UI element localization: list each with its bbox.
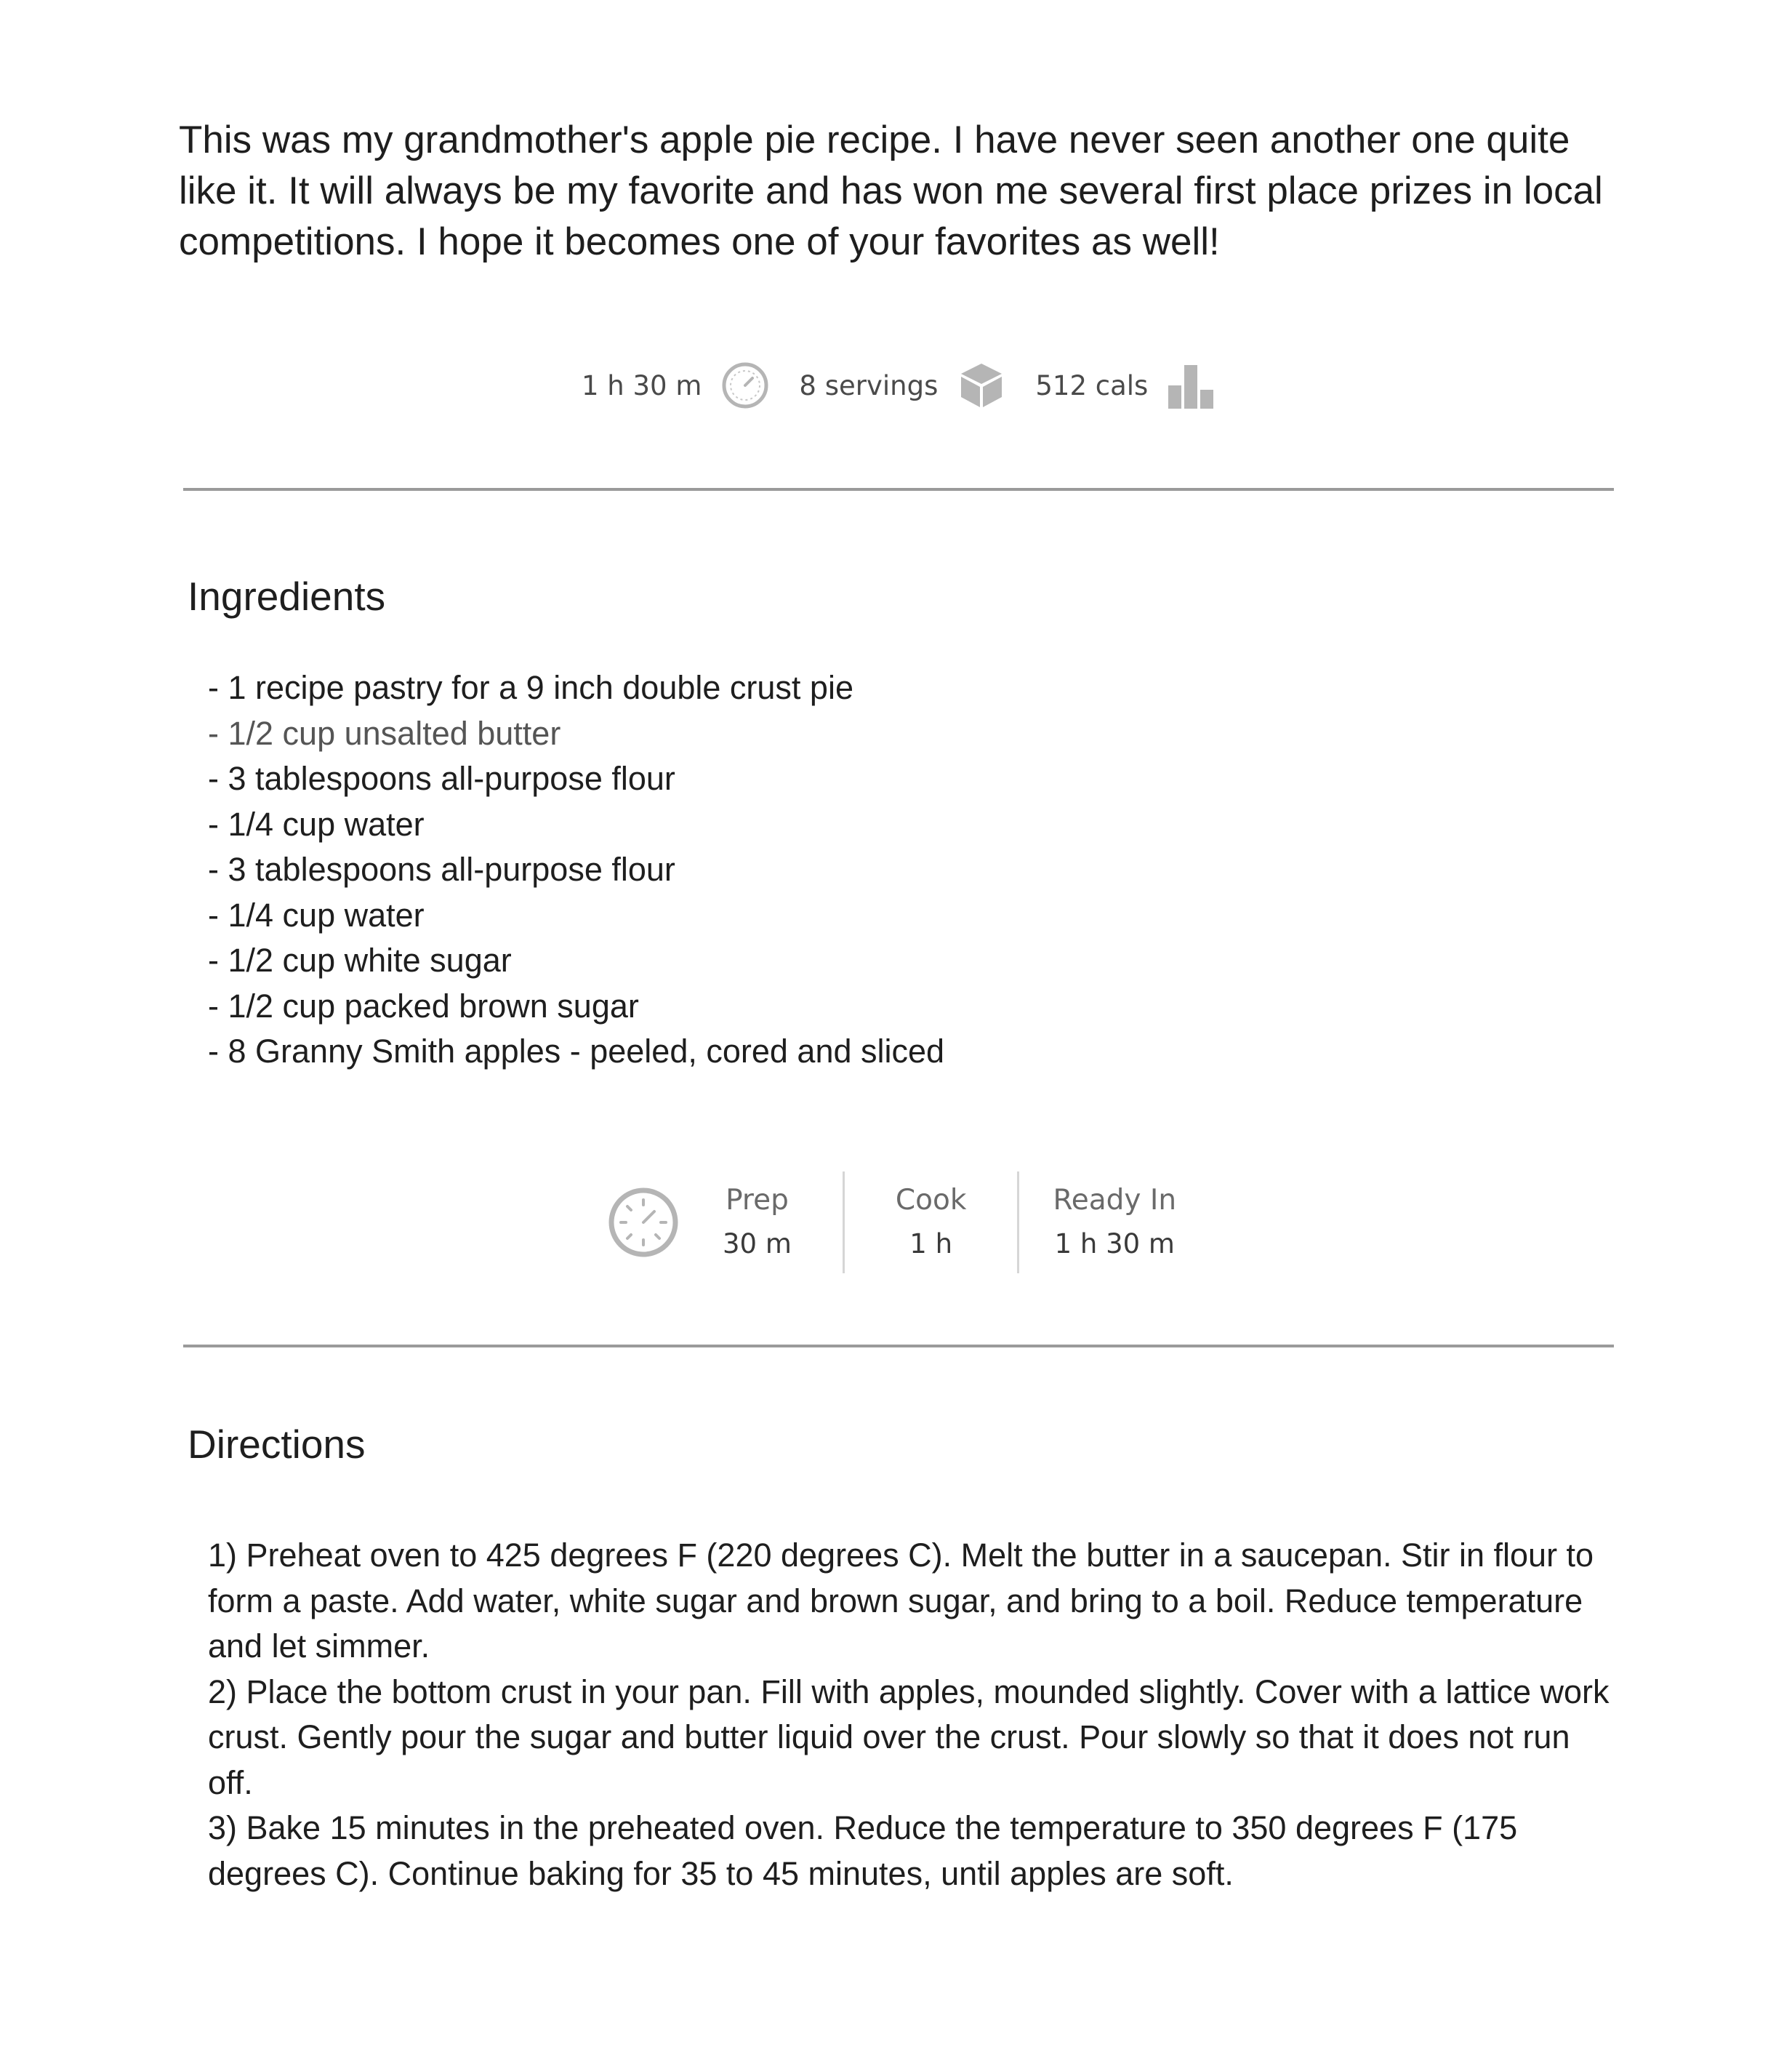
calories-bar-icon [1167, 361, 1216, 410]
recipe-stats [582, 356, 1216, 414]
ready-label: Ready In [1053, 1184, 1177, 1217]
direction-step: 2) Place the bottom crust in your pan. Fill with apples, mounded slightly. Cover with a lattice work crust. Gently pour the sugar and butter liquid over the crust. Pour slowly so that it does not run off. [208, 1673, 1610, 1801]
cook-value: 1 h [909, 1228, 953, 1259]
servings-icon [957, 361, 1006, 410]
recipe-intro: This was my grandmother's apple pie recipe. I have never seen another one quite like it. It will always be my favorite and has won me several first place prizes in local competitions. I hope it becomes one of your favorites as well! [179, 119, 1603, 263]
prep-value: 30 m [723, 1228, 792, 1259]
direction-step: 3) Bake 15 minutes in the preheated oven. Reduce the temperature to 350 degrees F (175 degrees C). Continue baking for 35 to 45 minutes, until apples are soft. [208, 1809, 1518, 1892]
servings: 8 servings [799, 369, 939, 401]
recipe-times [608, 1168, 1176, 1277]
ingredient-item: - 8 Granny Smith apples - peeled, cored and sliced [208, 1029, 944, 1075]
prep-label: Prep [726, 1184, 789, 1217]
ingredient-item: - 3 tablespoons all-purpose flour [208, 847, 944, 893]
ingredient-item: - 1/2 cup white sugar [208, 938, 944, 984]
divider-bottom [183, 1345, 1614, 1347]
cook-label: Cook [895, 1184, 967, 1217]
direction-step: 1) Preheat oven to 425 degrees F (220 degrees C). Melt the butter in a saucepan. Stir in flour to form a paste. Add water, white sugar and brown sugar, and bring to a boil. Reduce temperature and let simmer. [208, 1537, 1594, 1665]
cook-time [896, 1168, 967, 1277]
ingredient-item: - 1/4 cup water [208, 893, 944, 939]
prep-time [723, 1168, 792, 1277]
calories: 512 cals [1035, 369, 1149, 401]
ingredient-item: - 1 recipe pastry for a 9 inch double crust pie [208, 665, 944, 711]
clock-icon [608, 1187, 679, 1258]
ingredient-item: - 3 tablespoons all-purpose flour [208, 756, 944, 802]
directions-list [208, 1533, 1618, 1896]
ingredient-item: - 1/2 cup unsalted butter [208, 711, 944, 757]
ingredients-title: Ingredients [188, 574, 386, 619]
time-divider [1017, 1171, 1019, 1273]
ready-time [1053, 1168, 1176, 1277]
ready-value: 1 h 30 m [1054, 1228, 1175, 1259]
clock-icon [720, 361, 770, 410]
total-time: 1 h 30 m [582, 369, 702, 401]
directions-title: Directions [188, 1422, 366, 1467]
ingredient-item: - 1/2 cup packed brown sugar [208, 984, 944, 1030]
time-divider [843, 1171, 845, 1273]
divider-top [183, 488, 1614, 491]
ingredient-item: - 1/4 cup water [208, 802, 944, 848]
ingredients-list [208, 665, 944, 1075]
